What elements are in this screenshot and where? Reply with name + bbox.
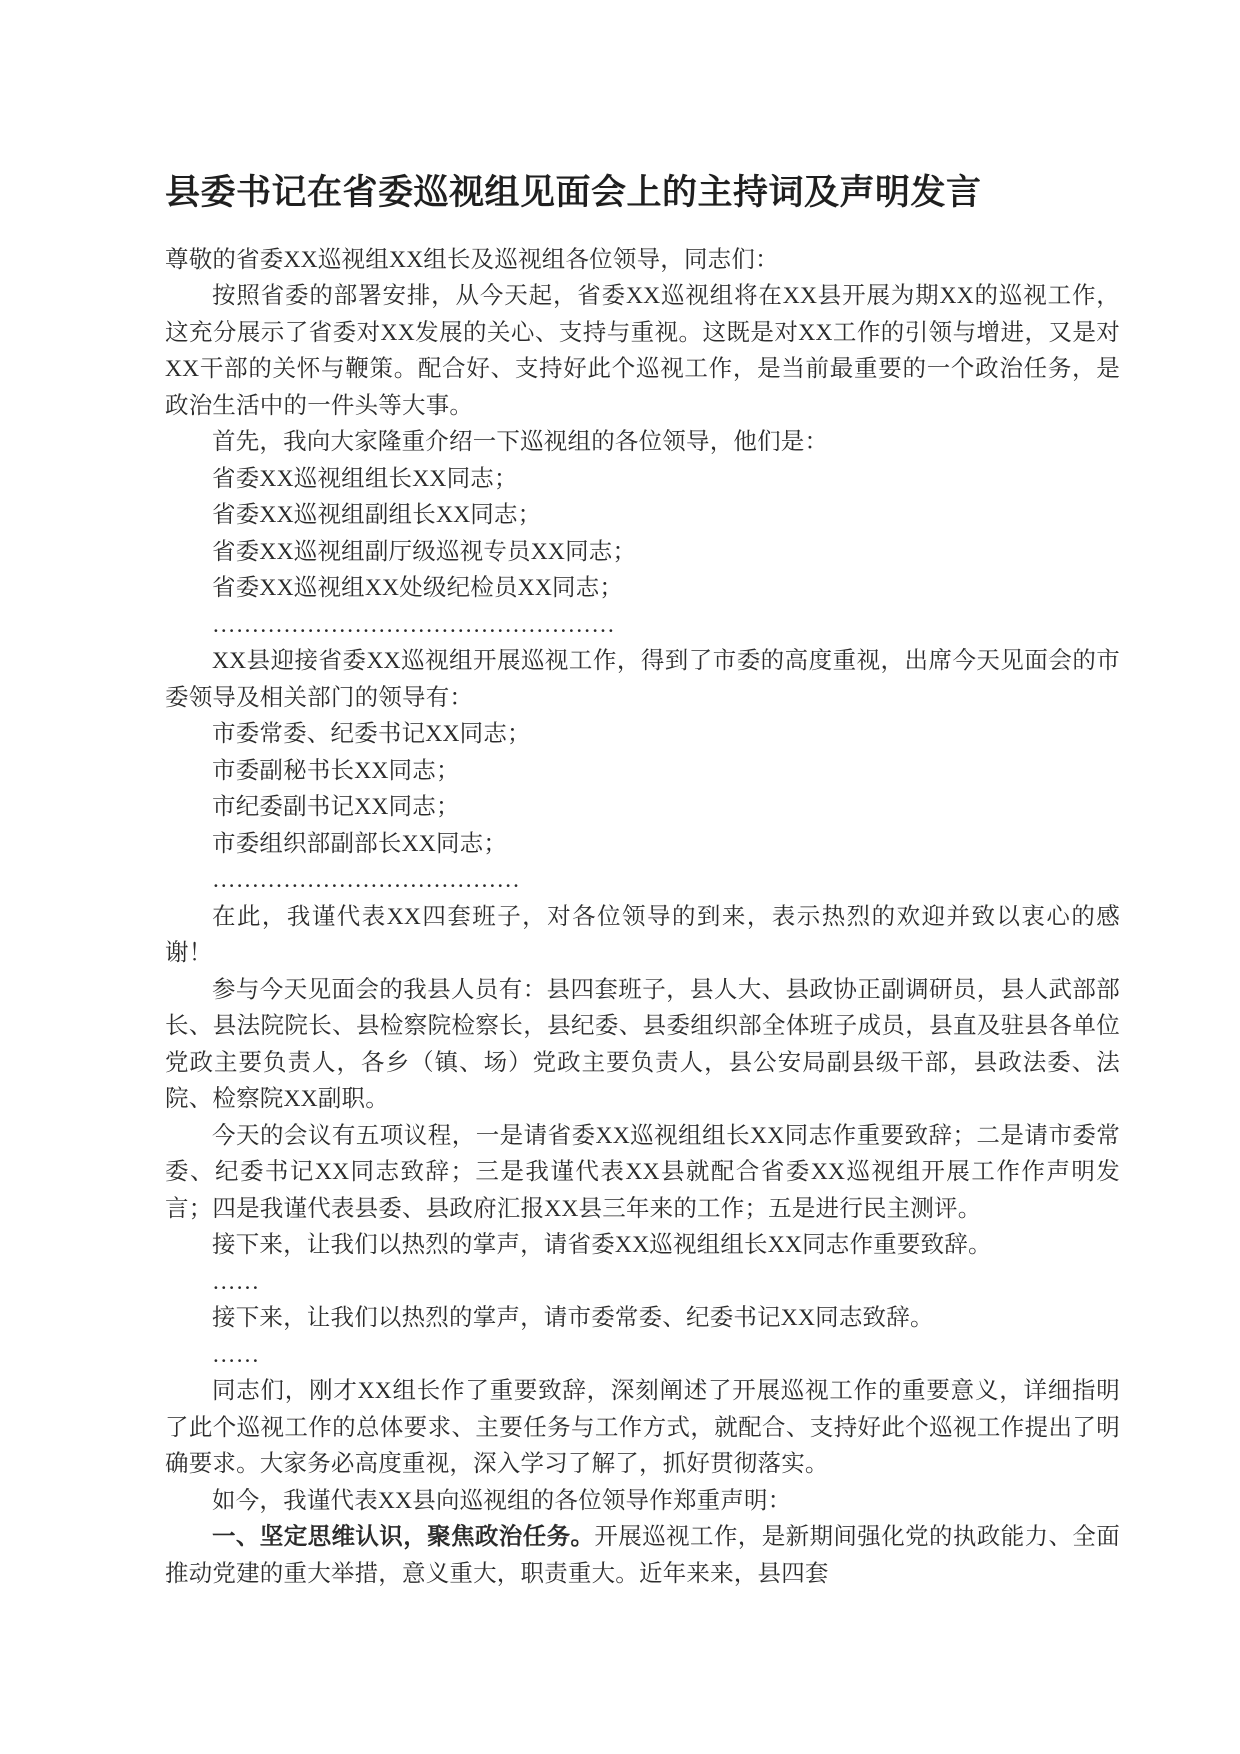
list-item: 省委XX巡视组副厅级巡视专员XX同志； xyxy=(212,538,637,565)
paragraph: 接下来，让我们以热烈的掌声，请省委XX巡视组组长XX同志作重要致辞。 xyxy=(212,1232,992,1258)
paragraph: 今天的会议有五项议程，一是请省委XX巡视组组长XX同志作重要致辞；二是请市委常委、纪委书记XX同志致辞；三是我谨代表XX县就配合省委XX巡视组开展工作作声明发言；四是我谨代表县委、县政府汇报XX县三年来的工作；五是进行民主测评。 xyxy=(165,1122,1120,1222)
ellipsis-line: ………………………………… xyxy=(212,867,521,893)
section-paragraph xyxy=(165,1519,1120,1592)
paragraph: 在此，我谨代表XX四套班子，对各位领导的到来，表示热烈的欢迎并致以衷心的感谢！ xyxy=(165,903,1120,966)
page-title: 县委书记在省委巡视组见面会上的主持词及声明发言 xyxy=(165,173,982,212)
list-item: 省委XX巡视组组长XX同志； xyxy=(212,465,518,492)
section-body: 开展巡视工作，是新期间强化党的执政能力、全面推动党建的重大举措，意义重大，职责重大。近年来来，县四套 xyxy=(165,1524,1121,1587)
paragraph: 参与今天见面会的我县人员有：县四套班子，县人大、县政协正副调研员，县人武部部长、县法院院长、县检察院检察长，县纪委、县委组织部全体班子成员，县直及驻县各单位党政主要负责人，各乡（镇、场）党政主要负责人，县公安局副县级干部，县政法委、法院、检察院XX副职。 xyxy=(165,976,1120,1112)
list-item: 省委XX巡视组副组长XX同志； xyxy=(212,502,542,528)
ellipsis-line: …… xyxy=(212,1268,260,1295)
ellipsis-line: …………………………………………… xyxy=(212,611,615,638)
paragraph: 接下来，让我们以热烈的掌声，请市委常委、纪委书记XX同志致辞。 xyxy=(212,1305,934,1331)
paragraph: 按照省委的部署安排，从今天起，省委XX巡视组将在XX县开展为期XX的巡视工作，这充分展示了省委对XX发展的关心、支持与重视。这既是对XX工作的引领与增进，又是对XX干部的关怀与鞭策。配合好、支持好此个巡视工作，是当前最重要的一个政治任务，是政治生活中的一件头等大事。 xyxy=(165,283,1120,419)
paragraph-salutation: 尊敬的省委XX巡视组XX组长及巡视组各位领导，同志们： xyxy=(165,246,779,273)
paragraph: 首先，我向大家隆重介绍一下巡视组的各位领导，他们是： xyxy=(212,429,829,455)
list-item: 市委组织部副部长XX同志； xyxy=(212,830,508,857)
section-heading: 一、坚定思维认识，聚焦政治任务。 xyxy=(212,1524,595,1550)
paragraph: 如今，我谨代表XX县向巡视组的各位领导作郑重声明： xyxy=(212,1487,792,1514)
list-item: 市纪委副书记XX同志； xyxy=(212,794,460,820)
ellipsis-line: …… xyxy=(212,1341,260,1368)
list-item: 市委副秘书长XX同志； xyxy=(212,757,460,784)
document-body xyxy=(165,242,1120,1593)
list-item: 省委XX巡视组XX处级纪检员XX同志； xyxy=(212,575,624,601)
paragraph: 同志们，刚才XX组长作了重要致辞，深刻阐述了开展巡视工作的重要意义，详细指明了此个巡视工作的总体要求、主要任务与工作方式，就配合、支持好此个巡视工作提出了明确要求。大家务必高度重视，深入学习了解了，抓好贯彻落实。 xyxy=(165,1378,1120,1477)
paragraph: XX县迎接省委XX巡视组开展巡视工作，得到了市委的高度重视，出席今天见面会的市委领导及相关部门的领导有： xyxy=(165,648,1120,711)
list-item: 市委常委、纪委书记XX同志； xyxy=(212,721,531,747)
